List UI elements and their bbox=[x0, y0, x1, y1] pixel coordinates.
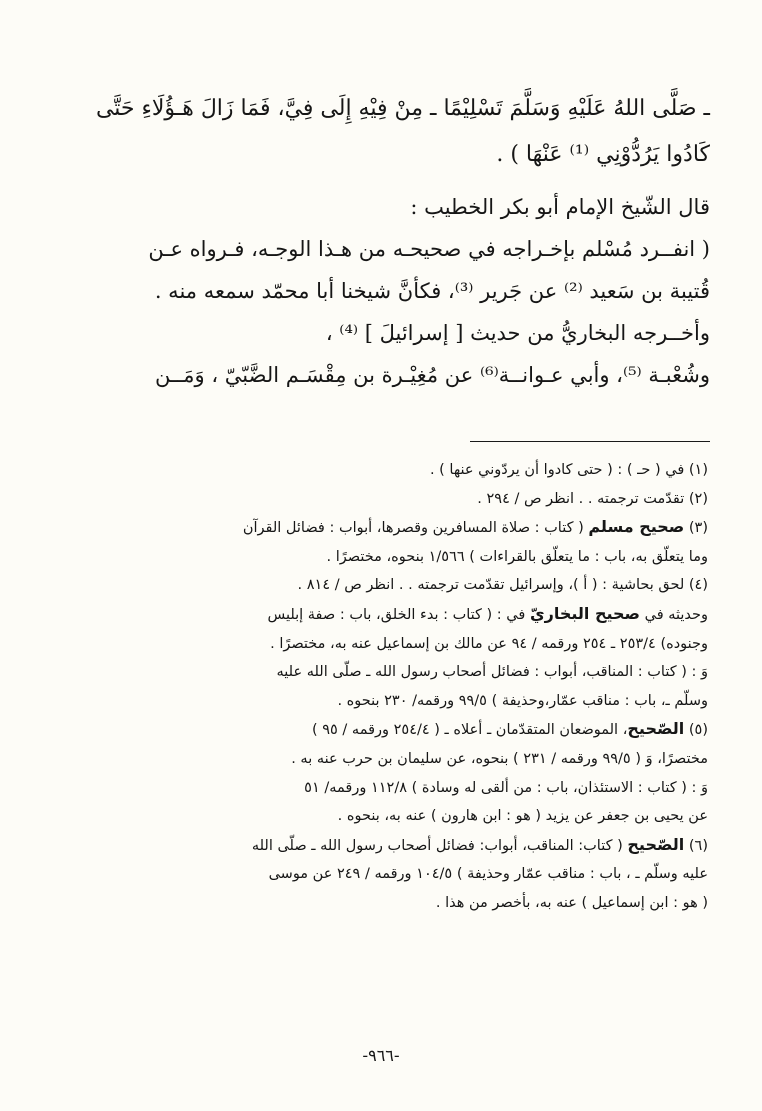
quoted-text-line-1: ـ صَلَّى اللهُ عَلَيْهِ وَسَلَّمَ تَسْلِيْمًا ـ مِنْ فِيْهِ إِلَى فِيَّ، فَمَا زَالَ هَـؤُلَاءِ حَتَّى bbox=[95, 96, 710, 121]
footnote-4-line-3: وجنوده) ٢٥٣/٤ ـ ٢٥٤ ورقمه / ٩٤ عن مالك بن إسماعيل عنه به، مختصرًا . bbox=[270, 635, 708, 652]
footnote-4-line-4: وَ : ( كتاب : المناقب، أبواب : فضائل أصحاب رسول الله ـ صلّى الله عليه bbox=[276, 664, 708, 681]
footnote-5-number: (٥) bbox=[684, 722, 708, 739]
speaker-line: قال الشّيخ الإمام أبو بكر الخطيب : bbox=[410, 195, 710, 219]
footnote-5-text: ، الموضعان المتقدّمان ـ أعلاه ـ ( ٢٥٤/٤ ورقمه / ٩٥ ) bbox=[311, 722, 628, 739]
footnote-4: (٤) لحق بحاشية : ( أ )، وإسرائيل تقدّمت ترجمته . . انظر ص / ٨١٤ . bbox=[297, 577, 708, 594]
commentary-line-4: وشُعْبـة ⁽⁵⁾، وأبي عـوانــة⁽⁶⁾ عن مُغِيْـرة بن مِقْسَـم الضَّبّيّ ، وَمَــن bbox=[154, 363, 710, 387]
page-number: -٩٦٦- bbox=[362, 1046, 400, 1065]
footnote-6-number: (٦) bbox=[684, 837, 708, 854]
footnote-5 bbox=[60, 715, 708, 745]
footnote-6-text: ( كتاب: المناقب، أبواب: فضائل أصحاب رسول الله ـ صلّى الله bbox=[251, 837, 628, 854]
footnotes bbox=[60, 456, 708, 918]
footnote-4-source-title: صحيح البخاريّ bbox=[529, 603, 640, 623]
footnote-5-line-4: عن يحيى بن جعفر عن يزيد ( هو : ابن هارون ) عنه به، بنحوه . bbox=[337, 808, 708, 825]
footnote-6-source-title: الصّحيح bbox=[627, 834, 685, 854]
footnote-6-line-2: عليه وسلّم ـ ، باب : مناقب عمّار وحذيفة ) ١٠٤/٥ ورقمه / ٢٤٩ عن موسى bbox=[268, 866, 708, 883]
commentary-line-3: وأخــرجه البخاريُّ من حديث [ إسرائيلَ ] ⁽⁴⁾ ، bbox=[325, 321, 710, 345]
footnote-3-number: (٣) bbox=[684, 520, 708, 537]
footnote-3-line-2: وما يتعلّق به، باب : ما يتعلّق بالقراءات ) ١/٥٦٦ بنحوه، مختصرًا . bbox=[326, 548, 708, 565]
footnote-5-line-2: مختصرًا، وَ ( ٩٩/٥ ورقمه / ٢٣١ ) بنحوه، عن سليمان بن حرب عنه به . bbox=[291, 750, 708, 767]
quoted-text-line-2: كَادُوا يَرُدُّوْنِي ⁽¹⁾ عَنْهَا ) . bbox=[496, 142, 710, 167]
footnote-4-line-5: وسلّم ـ، باب : مناقب عمّار،وحذيفة ) ٩٩/٥ ورقمه/ ٢٣٠ بنحوه . bbox=[337, 692, 708, 709]
footnote-3-source-title: صحيح مسلم bbox=[588, 517, 685, 537]
commentary-line-1: ( انفــرد مُسْلم بإخـراجه في صحيحـه من هـذا الوجـه، فـرواه عـن bbox=[148, 237, 710, 261]
footnote-6-line-3: ( هو : ابن إسماعيل ) عنه به، بأخصر من هذا . bbox=[435, 894, 708, 911]
commentary-line-2: قُتيبة بن سَعيد ⁽²⁾ عن جَرير ⁽³⁾، فكأنَّ شيخنا أبا محمّد سمعه منه . bbox=[154, 279, 710, 303]
footnote-3-text: ( كتاب : صلاة المسافرين وقصرها، أبواب : فضائل القرآن bbox=[242, 520, 589, 537]
footnote-5-source-title: الصّحيح bbox=[627, 719, 685, 739]
footnote-4-hadith-text: في : ( كتاب : بدء الخلق، باب : صفة إبليس bbox=[267, 606, 530, 623]
footnote-2: (٢) تقدّمت ترجمته . . انظر ص / ٢٩٤ . bbox=[477, 490, 708, 507]
footnote-6 bbox=[60, 831, 708, 861]
footnote-separator bbox=[470, 441, 710, 442]
footnote-5-line-3: وَ : ( كتاب : الاستئذان، باب : من ألقى له وسادة ) ١١٢/٨ ورقمه/ ٥١ bbox=[304, 779, 708, 796]
footnote-3 bbox=[60, 513, 708, 543]
footnote-4-hadith-intro: وحديثه في bbox=[640, 606, 708, 623]
footnote-4-hadith bbox=[60, 600, 708, 630]
footnote-1: (١) في ( حـ ) : ( حتى كادوا أن يردّوني عنها ) . bbox=[429, 462, 708, 478]
main-text bbox=[70, 86, 710, 396]
